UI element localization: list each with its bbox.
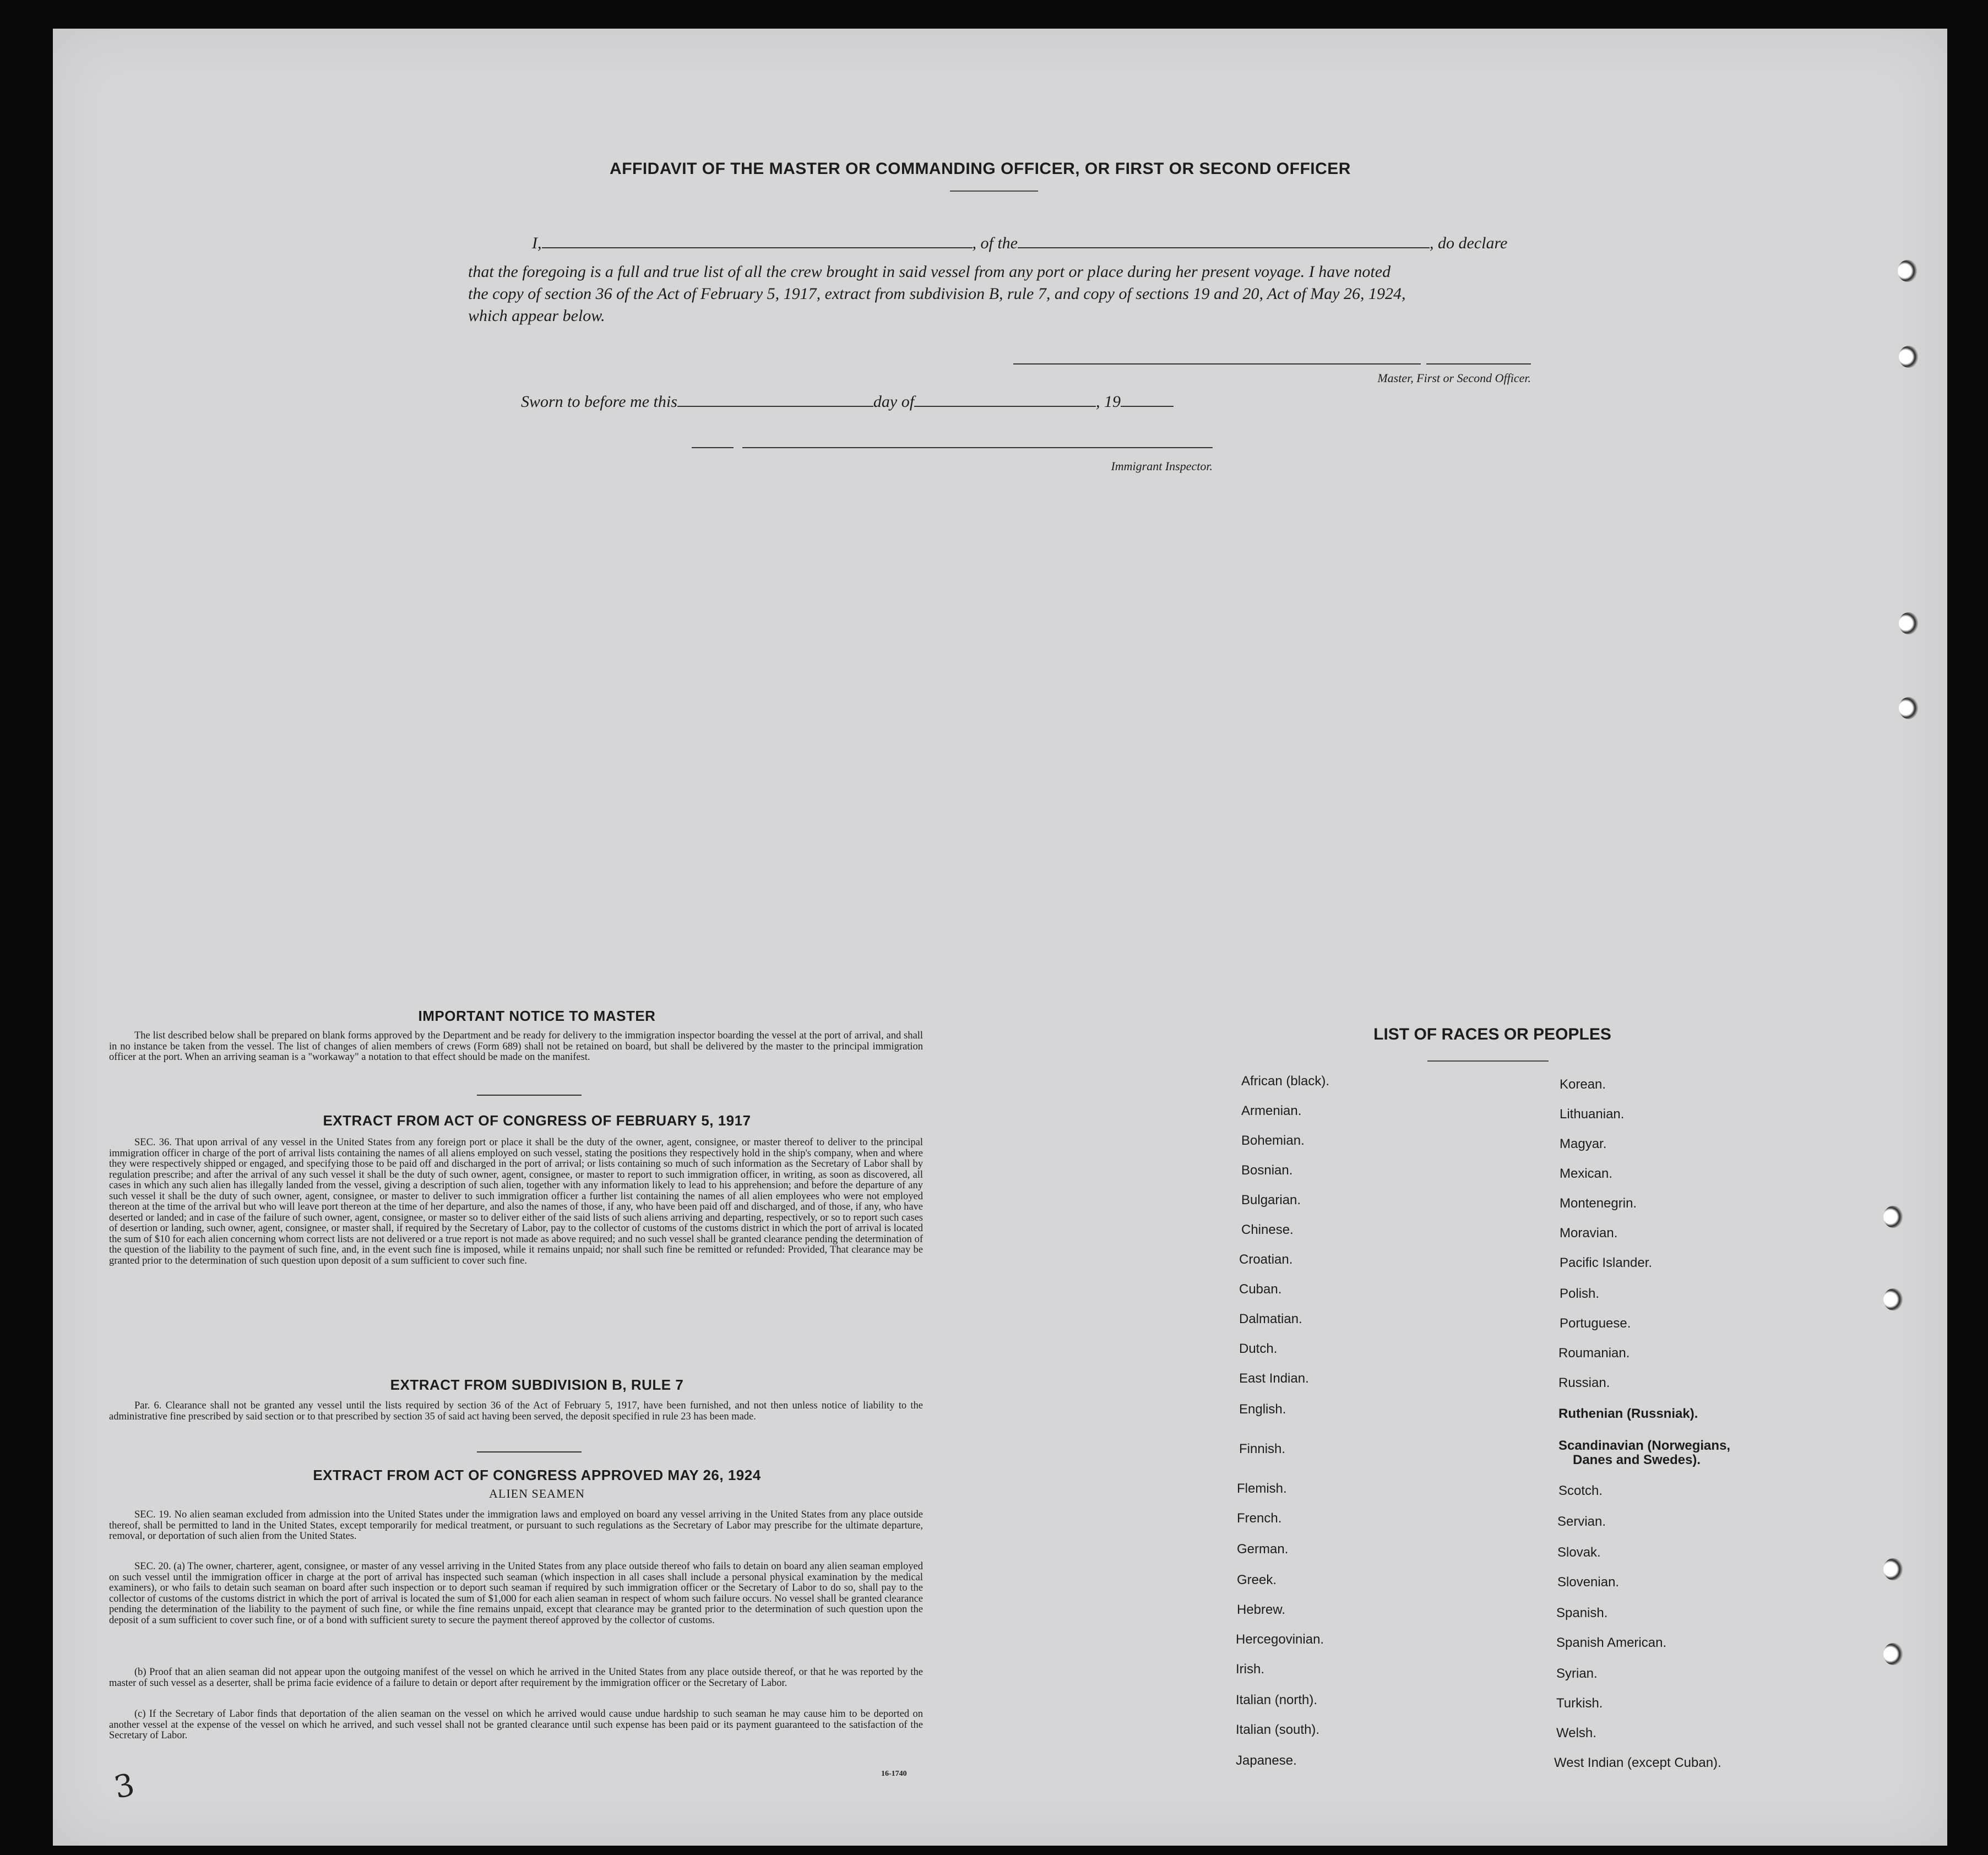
master-signature-label: Master, First or Second Officer.	[1377, 371, 1531, 385]
sec-19-text: SEC. 19. No alien seaman excluded from admission into the United States under the immigration laws and employed on board any vessel arriving in the United States from any place outside thereof, shall be permitted to land in the United States, except temporarily for medical treatment, or pursuant to such regulations as the Secretary of Labor may prescribe for the ultimate departure, removal, or deportation of such alien from the United States.	[109, 1509, 923, 1542]
race-item-right: Moravian.	[1560, 1226, 1618, 1241]
extract-1917-text: SEC. 36. That upon arrival of any vessel in the United States from any foreign port or place it shall be the duty of the owner, agent, consignee, or master thereof to deliver to the principal immigration officer in charge of the port of arrival lists containing the names of all aliens employed on such vessel, stating the positions they respectively hold in the ship's company, when and where they were respectively shipped or engaged, and specifying those to be paid off and discharged in the port of arrival; or lists containing so much of such information as the Secretary of Labor shall by regulation prescribe; and after the arrival of any such vessel it shall be the duty of such owner, agent, consignee, or master to report to such immigration officer, in writing, as soon as discovered, all cases in which any such alien has illegally landed from the vessel, giving a description of such alien, together with any information likely to lead to his apprehension; and before the departure of any such vessel it shall be the duty of such owner, agent, consignee, or master to deliver to such immigration officer a further list containing the names of all alien employees who were not employed thereon at the time of the arrival but who will leave port thereon at the time of her departure, and also the names of those, if any, who have been paid off and discharged, and of those, if any, who have deserted or landed; and in case of the failure of such owner, agent, consignee, or master so to deliver either of the said lists of such aliens arriving and departing, respectively, or so to report such cases of desertion or landing, such owner, agent, consignee, or master shall, if required by the Secretary of Labor, pay to the collector of customs of the customs district in which the port of arrival is located the sum of $10 for each alien concerning whom correct lists are not delivered or a true report is not made as above required; and no such vessel shall be granted clearance pending the determination of the question of the liability to the payment of such fine, and, in the event such fine is imposed, while it remains unpaid; nor shall such fine be remitted or refunded: Provided, That clearance may be granted prior to the determination of such question upon deposit of a sum sufficient to cover such fine.	[109, 1137, 923, 1266]
sec-20a-text: SEC. 20. (a) The owner, charterer, agent, consignee, or master of any vessel arriving in the United States from any place outside thereof who fails to detain on board any alien seaman employed on such vessel until the immigration officer in charge at the port of arrival has inspected such seaman (which inspection in all cases shall include a personal physical examination by the medical examiners), or who fails to detain such seaman on board after such inspection or to deport such seaman if required by such immigration officer or the Secretary of Labor to do so, shall pay to the collector of customs of the customs district in which the port of arrival is located the sum of $1,000 for each alien seaman in respect of whom such failure occurs. No vessel shall be granted clearance pending the determination of the liability to the payment of such fine, or while the fine remains unpaid, except that clearance may be granted prior to the determination of such question upon the deposit of a sum sufficient to cover such fine, or of a bond with sufficient surety to secure the payment thereof approved by the collector of customs.	[109, 1561, 923, 1626]
race-item-right: Russian.	[1558, 1375, 1610, 1390]
race-item-right: Lithuanian.	[1560, 1107, 1625, 1122]
affidavit-line-1	[532, 232, 1540, 254]
race-item-right: West Indian (except Cuban).	[1554, 1755, 1721, 1770]
race-item-left: East Indian.	[1239, 1371, 1309, 1386]
race-item-left: Armenian.	[1241, 1103, 1302, 1118]
inspector-label: Immigrant Inspector.	[1111, 459, 1213, 473]
punch-hole-7	[1883, 1558, 1903, 1580]
of-the-label: , of the	[972, 234, 1018, 252]
title-rule	[950, 191, 1038, 192]
form-number: 16-1740	[881, 1770, 907, 1778]
race-item-left: Chinese.	[1241, 1222, 1294, 1237]
race-item-left: German.	[1237, 1542, 1289, 1557]
divider-rule-2	[477, 1451, 582, 1453]
race-item-right: Scandinavian (Norwegians,	[1558, 1438, 1731, 1453]
day-of-label: day of	[873, 393, 915, 411]
race-item-left: Irish.	[1236, 1662, 1265, 1677]
race-item-left: Bohemian.	[1241, 1133, 1305, 1148]
race-item-right: Montenegrin.	[1560, 1196, 1637, 1211]
punch-hole-3	[1899, 612, 1919, 634]
race-item-left: Greek.	[1237, 1573, 1277, 1587]
race-item-right: Magyar.	[1560, 1136, 1607, 1151]
race-item-right: Slovenian.	[1557, 1575, 1620, 1590]
extract-1917-title: EXTRACT FROM ACT OF CONGRESS OF FEBRUARY 5, 1917	[323, 1112, 751, 1129]
subdiv-b-title: EXTRACT FROM SUBDIVISION B, RULE 7	[390, 1377, 684, 1393]
race-item-left: Italian (south).	[1236, 1722, 1320, 1737]
race-item-left: Cuban.	[1239, 1282, 1282, 1297]
handwritten-mark: 3	[111, 1767, 138, 1806]
punch-hole-1	[1898, 260, 1918, 282]
inspector-signature-line-2[interactable]	[742, 447, 1213, 448]
affidavit-line-2: that the foregoing is a full and true list of all the crew brought in said vessel from any port or place during her present voyage. I have noted	[468, 263, 1391, 281]
race-item-right: Roumanian.	[1558, 1346, 1630, 1361]
race-item-left: Hebrew.	[1237, 1602, 1286, 1617]
affidavit-title: AFFIDAVIT OF THE MASTER OR COMMANDING OFFICER, OR FIRST OR SECOND OFFICER	[610, 160, 1351, 178]
race-item-left: Croatian.	[1239, 1252, 1293, 1267]
extract-1924-title: EXTRACT FROM ACT OF CONGRESS APPROVED MAY 26, 1924	[313, 1467, 761, 1483]
race-item-right: Polish.	[1560, 1286, 1600, 1301]
affidavit-line-4: which appear below.	[468, 307, 605, 325]
race-item-left: Bosnian.	[1241, 1163, 1293, 1178]
notice-title: IMPORTANT NOTICE TO MASTER	[418, 1008, 656, 1024]
inspector-signature-line-1[interactable]	[692, 447, 734, 448]
race-item-left: African (black).	[1241, 1074, 1330, 1089]
sec-20c-text: (c) If the Secretary of Labor finds that deportation of the alien seaman on the vessel on which he arrived would cause undue hardship to such seaman he may cause him to be deported on another vessel at the expense of the vessel on which he arrived, and such vessel shall not be granted clearance until such expense has been paid or its payment guaranteed to the satisfaction of the Secretary of Labor.	[109, 1709, 923, 1741]
year-prefix-label: , 19	[1096, 393, 1121, 411]
sworn-line	[521, 391, 1174, 413]
race-item-left: Italian (north).	[1236, 1693, 1318, 1707]
affidavit-i-label: I,	[532, 234, 542, 252]
race-item-left: Bulgarian.	[1241, 1193, 1301, 1207]
alien-seamen-subtitle: ALIEN SEAMEN	[489, 1487, 585, 1500]
race-item-left: Dutch.	[1239, 1341, 1278, 1356]
race-item-left: Finnish.	[1239, 1441, 1286, 1456]
punch-hole-8	[1883, 1643, 1903, 1665]
punch-hole-5	[1883, 1206, 1903, 1228]
race-item-right: Korean.	[1560, 1077, 1606, 1092]
race-item-right: Pacific Islander.	[1560, 1255, 1653, 1270]
race-item-right: Servian.	[1557, 1514, 1606, 1529]
punch-hole-4	[1899, 697, 1919, 719]
race-item-right: Syrian.	[1556, 1666, 1598, 1681]
subdiv-b-text: Par. 6. Clearance shall not be granted any vessel until the lists required by section 36 of the Act of February 5, 1917, have been furnished, and not then unless notice of liability to the administrative fine prescribed by said section or to that prescribed by section 35 of said act having been served, the deposit specified in rule 23 has been made.	[109, 1400, 923, 1422]
race-item-left: French.	[1237, 1511, 1282, 1526]
race-item-left: English.	[1239, 1402, 1286, 1417]
race-item-left: Flemish.	[1237, 1481, 1287, 1496]
master-signature-line[interactable]	[1013, 363, 1421, 365]
races-title-rule	[1427, 1060, 1549, 1062]
race-item-right: Portuguese.	[1560, 1316, 1631, 1331]
punch-hole-6	[1883, 1288, 1903, 1310]
sworn-label: Sworn to before me this	[521, 393, 677, 411]
affidavit-line-3: the copy of section 36 of the Act of February 5, 1917, extract from subdivision B, rule 7, and copy of sections 19 and 20, Act of May 26, 1924,	[468, 285, 1406, 303]
divider-rule-1	[477, 1095, 582, 1096]
sworn-month-blank[interactable]	[914, 391, 1096, 407]
sec-20b-text: (b) Proof that an alien seaman did not appear upon the outgoing manifest of the vessel on which he arrived in the United States from any place outside thereof, or that he was reported by the master of such vessel as a deserter, shall be prima facie evidence of a failure to detain or deport after requirement by the immigration officer or the Secretary of Labor.	[109, 1667, 923, 1689]
race-item-right: Turkish.	[1556, 1696, 1603, 1711]
races-title: LIST OF RACES OR PEOPLES	[1373, 1025, 1611, 1043]
race-item-right: Spanish American.	[1556, 1635, 1667, 1650]
race-item-right: Welsh.	[1556, 1726, 1596, 1740]
vessel-blank[interactable]	[1018, 233, 1430, 248]
punch-hole-2	[1899, 346, 1919, 368]
race-item-right: Mexican.	[1560, 1166, 1613, 1181]
race-item-right: Danes and Swedes).	[1573, 1453, 1701, 1467]
race-item-right: Slovak.	[1557, 1545, 1601, 1560]
race-item-left: Japanese.	[1236, 1753, 1297, 1768]
do-declare-label: , do declare	[1430, 234, 1508, 252]
race-item-right: Scotch.	[1558, 1483, 1603, 1498]
sworn-day-blank[interactable]	[677, 391, 873, 407]
race-item-left: Hercegovinian.	[1236, 1632, 1324, 1647]
sworn-year-blank[interactable]	[1121, 391, 1174, 407]
master-signature-line-2[interactable]	[1426, 363, 1531, 365]
notice-text: The list described below shall be prepared on blank forms approved by the Department and be ready for delivery to the immigration inspector boarding the vessel at the port of arrival, and shall in no instance be taken from the vessel. The list of changes of alien members of crews (Form 689) shall not be retained on board, but shall be delivered by the master to the principal immigration officer at the port. When an arriving seaman is a "workaway" a notation to that effect should be made on the manifest.	[109, 1030, 923, 1063]
race-item-right: Ruthenian (Russniak).	[1558, 1406, 1698, 1421]
race-item-left: Dalmatian.	[1239, 1312, 1302, 1326]
name-blank[interactable]	[542, 233, 973, 248]
race-item-right: Spanish.	[1556, 1606, 1608, 1620]
